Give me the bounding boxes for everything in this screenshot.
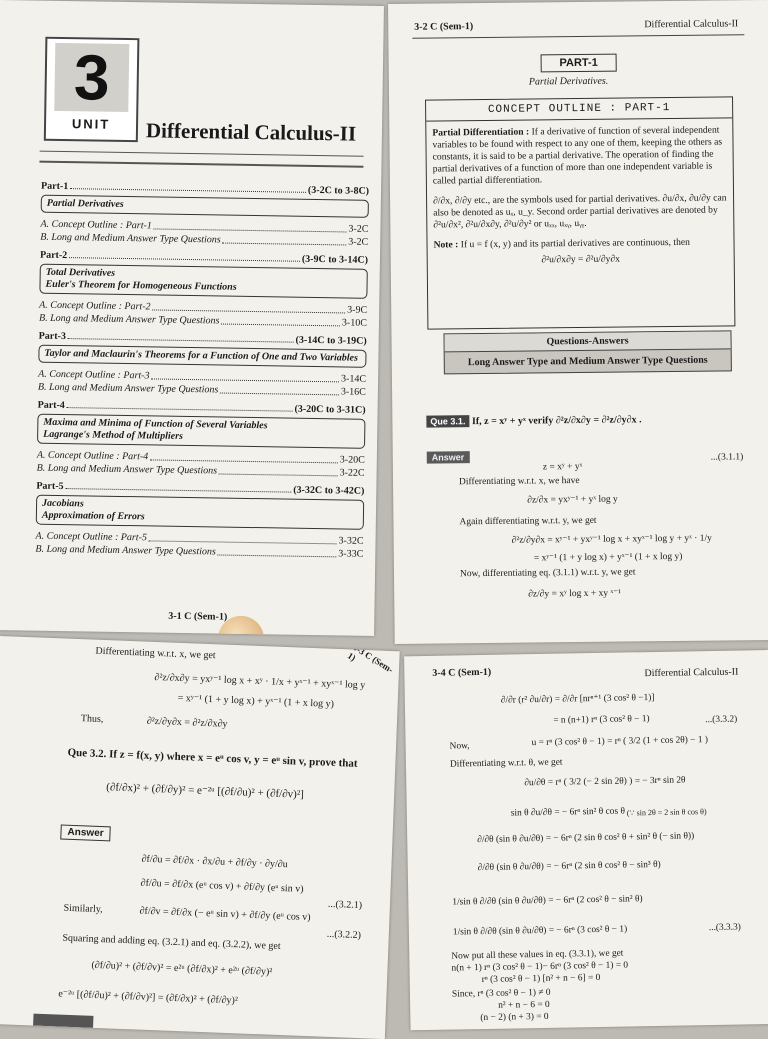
question-tag: Que 3.1. bbox=[426, 415, 469, 427]
solution-line: ∂/∂θ (sin θ ∂u/∂θ) = − 6rⁿ (2 sin θ cos² θ − sin³ θ) bbox=[477, 859, 661, 874]
equation-number: ...(3.1.1) bbox=[710, 452, 744, 463]
solution-line: Differentiating w.r.t. x, we have bbox=[458, 475, 580, 488]
solution-line: (∂f/∂u)² + (∂f/∂v)² = e²ᵘ (∂f/∂x)² + e²ᵘ (∂f/∂y)² bbox=[91, 959, 273, 978]
toc-topic: Taylor and Maclaurin's Theorems for a Function of One and Two Variables bbox=[44, 347, 358, 364]
answer-tag bbox=[427, 447, 470, 465]
toc-part-label: Part-5 bbox=[36, 480, 64, 493]
note-equation: ∂²u/∂x∂y = ∂²u/∂y∂x bbox=[541, 253, 621, 266]
running-header-left: 3-2 C (Sem-1) bbox=[414, 21, 474, 33]
toc-line-text: A. Concept Outline : Part-3 bbox=[38, 368, 150, 382]
solution-line: Now, bbox=[449, 741, 470, 752]
page-edge-shadow bbox=[33, 1014, 93, 1028]
toc-line-page: 3-33C bbox=[338, 548, 364, 560]
solution-line: ∂f/∂u = ∂f/∂x · ∂x/∂u + ∂f/∂y · ∂y/∂u bbox=[141, 853, 288, 871]
toc-topic: Total Derivatives bbox=[45, 266, 116, 279]
toc-line-page: 3-20C bbox=[339, 454, 365, 466]
answer-label: Answer bbox=[427, 451, 470, 463]
toc-line-page: 3-22C bbox=[339, 467, 365, 479]
toc-line-page: 3-10C bbox=[341, 317, 368, 329]
toc-part bbox=[39, 331, 367, 347]
part-subtitle: Partial Derivatives. bbox=[528, 75, 609, 88]
title-divider bbox=[40, 151, 364, 157]
toc-line-text: B. Long and Medium Answer Type Questions bbox=[38, 312, 220, 327]
toc-part bbox=[41, 181, 369, 197]
toc-part bbox=[38, 400, 366, 416]
solution-line: ∂²z/∂y∂x = xʸ⁻¹ + yxʸ⁻¹ log x + xyˣ⁻¹ log y + yˣ · 1/y bbox=[511, 533, 712, 546]
solution-line: ∂/∂θ (sin θ ∂u/∂θ) = − 6rⁿ (2 sin θ cos² θ + sin² θ (− sin θ)) bbox=[477, 831, 695, 846]
toc-line-text: A. Concept Outline : Part-1 bbox=[40, 218, 152, 232]
toc-part-label: Part-4 bbox=[37, 399, 65, 412]
solution-line: Differentiating w.r.t. x, we get bbox=[95, 645, 216, 662]
toc-line-page: 3-9C bbox=[347, 304, 368, 316]
page-question-3-3-solution bbox=[404, 650, 768, 1030]
toc-part-label: Part-2 bbox=[39, 249, 68, 262]
solution-line: ∂/∂r (r² ∂u/∂r) = ∂/∂r [nrⁿ⁺¹ (3 cos² θ −1)] bbox=[500, 692, 655, 706]
solution-line: Differentiating w.r.t. θ, we get bbox=[449, 757, 563, 770]
solution-line: = n (n+1) rⁿ (3 cos² θ − 1) bbox=[553, 714, 650, 726]
question-text: If, z = xʸ + yˣ verify ∂²z/∂x∂y = ∂²z/∂y∂x . bbox=[471, 414, 642, 428]
page-concept-outline bbox=[388, 0, 768, 644]
solution-line: n(n + 1) rⁿ (3 cos² θ − 1)− 6rⁿ (3 cos² θ − 1) = 0 bbox=[451, 960, 629, 974]
solution-line: = xʸ⁻¹ (1 + y log x) + yˣ⁻¹ (1 + x log y) bbox=[177, 692, 335, 710]
note-text: If u = f (x, y) and its partial derivatives are continuous, then bbox=[460, 236, 690, 251]
toc-line-text: A. Concept Outline : Part-5 bbox=[35, 530, 148, 544]
solution-line: z = xʸ + yˣ bbox=[542, 461, 583, 473]
page-unit-contents bbox=[0, 0, 384, 636]
running-header-right: Differential Calculus-II bbox=[644, 18, 739, 31]
solution-line: Similarly, bbox=[63, 902, 103, 916]
solution-line: ∂f/∂v = ∂f/∂x (− eᵘ sin v) + ∂f/∂y (eᵘ cos v) bbox=[139, 905, 311, 924]
solution-line: Thus, bbox=[80, 713, 104, 726]
question-tag: Que 3.2. bbox=[67, 746, 107, 761]
questions-answers-banner bbox=[443, 330, 731, 374]
toc-line-page: 3-32C bbox=[338, 535, 364, 547]
toc-topic-box bbox=[37, 414, 365, 449]
solution-line: 1/sin θ ∂/∂θ (sin θ ∂u/∂θ) = − 6rⁿ (2 cos² θ − sin² θ) bbox=[452, 894, 643, 908]
solution-line: ∂z/∂x = yxʸ⁻¹ + yˣ log y bbox=[527, 494, 618, 506]
table-of-contents bbox=[35, 175, 369, 561]
toc-topic: Euler's Theorem for Homogeneous Functions bbox=[45, 278, 237, 293]
solution-line: ∂u/∂θ = rⁿ ( 3/2 (− 2 sin 2θ) ) = − 3rⁿ sin 2θ bbox=[524, 775, 686, 789]
toc-topic-box bbox=[41, 195, 369, 218]
solution-line: Since, rⁿ (3 cos² θ − 1) ≠ 0 bbox=[451, 987, 551, 1000]
toc-topic-box bbox=[36, 495, 364, 530]
running-header-left: 3-4 C (Sem-1) bbox=[432, 666, 492, 679]
toc-topic: Lagrange's Method of Multipliers bbox=[43, 428, 184, 442]
equation-number: ...(3.2.1) bbox=[327, 898, 363, 912]
toc-part-range: (3-20C to 3-31C) bbox=[294, 403, 366, 416]
toc-topic-box bbox=[39, 264, 367, 299]
question-3-2 bbox=[67, 747, 357, 770]
qa-subtitle: Long Answer Type and Medium Answer Type Questions bbox=[467, 354, 708, 369]
toc-part-range: (3-2C to 3-8C) bbox=[307, 184, 370, 197]
toc-part bbox=[40, 250, 368, 266]
solution-line: (n − 2) (n + 3) = 0 bbox=[480, 1011, 549, 1024]
solution-line: e⁻²ᵘ [(∂f/∂u)² + (∂f/∂v)²] = (∂f/∂x)² + (∂f/∂y)² bbox=[58, 988, 239, 1007]
toc-line-page: 3-2C bbox=[348, 223, 369, 235]
toc-line-page: 3-14C bbox=[341, 373, 367, 385]
solution-line: sin θ ∂u/∂θ = − 6rⁿ sin² θ cos θ bbox=[510, 806, 626, 819]
toc-part-range: (3-32C to 3-42C) bbox=[293, 484, 365, 497]
concept-paragraph-2: ∂/∂x, ∂/∂y etc., are the symbols used for partial derivatives. ∂u/∂x, ∂u/∂y can also be denoted as uₓ, u_y. Second order partial derivatives are denoted by ∂²u/∂x², ∂²u/∂x∂y, ∂²u/∂y² or uₓₓ, uₓᵧ, uᵧᵧ. bbox=[433, 192, 727, 231]
title-divider-thick bbox=[39, 161, 363, 168]
solution-line: Now, differentiating eq. (3.1.1) w.r.t. y, we get bbox=[459, 567, 636, 580]
solution-line: Again differentiating w.r.t. y, we get bbox=[459, 515, 597, 528]
solution-line: 1/sin θ ∂/∂θ (sin θ ∂u/∂θ) = − 6rⁿ (3 cos² θ − 1) bbox=[452, 924, 628, 938]
toc-topic: Maxima and Minima of Function of Several Variables bbox=[43, 416, 268, 432]
toc-line-text: B. Long and Medium Answer Type Questions bbox=[40, 231, 221, 246]
unit-number: 3 bbox=[54, 43, 129, 112]
header-rule bbox=[412, 34, 744, 38]
concept-paragraph: If a derivative of function of several independent variables to be found with respect to any one of them, keeping the others as constants, it is said to be a partial derivative. The operation of finding the partial derivatives of a function of more than one independent variable is called partial differentiation. bbox=[432, 124, 723, 187]
toc-topic: Partial Derivatives bbox=[46, 197, 124, 210]
solution-line: u = rⁿ (3 cos² θ − 1) = rⁿ ( 3/2 (1 + cos 2θ) − 1 ) bbox=[531, 735, 709, 749]
question-text: If z = f(x, y) where x = eᵘ cos v, y = eᵘ sin v, prove that bbox=[108, 748, 358, 770]
solution-line: ∂²z/∂x∂y = yxʸ⁻¹ log x + xʸ · 1/x + yˣ⁻¹ + xyˣ⁻¹ log y bbox=[154, 671, 366, 692]
toc-line-text: B. Long and Medium Answer Type Questions bbox=[35, 543, 216, 558]
toc-line-text: A. Concept Outline : Part-2 bbox=[39, 299, 151, 313]
toc-part-label: Part-3 bbox=[38, 330, 67, 343]
note-label: Note : bbox=[433, 239, 459, 251]
toc-line-text: B. Long and Medium Answer Type Questions bbox=[36, 462, 218, 477]
equation-number: ...(3.3.2) bbox=[705, 714, 738, 726]
equation-number: ...(3.3.3) bbox=[708, 922, 741, 934]
solution-line: n² + n − 6 = 0 bbox=[498, 999, 550, 1011]
concept-outline-heading: CONCEPT OUTLINE : PART-1 bbox=[426, 97, 732, 121]
page-footer: 3-1 C (Sem-1) bbox=[168, 610, 228, 623]
toc-topic: Jacobians bbox=[42, 497, 84, 510]
concept-outline-box bbox=[425, 96, 735, 329]
concept-outline-text bbox=[426, 118, 734, 277]
solution-line: ∂z/∂y = xʸ log x + xy ˣ⁻¹ bbox=[528, 588, 622, 600]
solution-line: ∂²z/∂y∂x = ∂²z/∂x∂y bbox=[146, 715, 228, 730]
equation-number: ...(3.2.2) bbox=[326, 928, 362, 942]
solution-note: (∵ sin 2θ = 2 sin θ cos θ) bbox=[626, 807, 707, 818]
toc-part bbox=[36, 481, 364, 497]
unit-badge bbox=[44, 37, 140, 142]
running-header-right: Differential Calculus-II bbox=[644, 666, 739, 680]
toc-line-text: A. Concept Outline : Part-4 bbox=[36, 449, 149, 463]
solution-line: ∂f/∂u = ∂f/∂x (eᵘ cos v) + ∂f/∂y (eᵘ sin v) bbox=[140, 877, 304, 895]
solution-line: = xʸ⁻¹ (1 + y log x) + yˣ⁻¹ (1 + x log y) bbox=[533, 551, 683, 564]
qa-title: Questions-Answers bbox=[444, 331, 730, 352]
toc-line-page: 3-2C bbox=[348, 236, 369, 248]
toc-line-page: 3-16C bbox=[340, 386, 366, 398]
toc-topic: Approximation of Errors bbox=[41, 509, 145, 523]
part-box: PART-1 bbox=[541, 54, 617, 73]
answer-label: Answer bbox=[60, 824, 111, 841]
concept-term: Partial Differentiation : bbox=[432, 126, 530, 139]
toc-part-range: (3-9C to 3-14C) bbox=[301, 253, 369, 266]
toc-part-range: (3-14C to 3-19C) bbox=[295, 334, 367, 347]
page-question-3-2 bbox=[0, 636, 400, 1039]
question-3-1 bbox=[426, 413, 641, 427]
solution-line: Now put all these values in eq. (3.3.1), we get bbox=[451, 948, 624, 962]
solution-line: Squaring and adding eq. (3.2.1) and eq. (3.2.2), we get bbox=[62, 932, 281, 952]
solution-line: rⁿ (3 cos² θ − 1) [n² + n − 6] = 0 bbox=[481, 972, 601, 986]
running-header-fragment: 3-3 C (Sem-1) bbox=[345, 642, 396, 675]
toc-topic-box bbox=[38, 345, 366, 368]
chapter-title: Differential Calculus-II bbox=[145, 118, 357, 146]
toc-line-text: B. Long and Medium Answer Type Questions bbox=[37, 381, 219, 396]
toc-part-label: Part-1 bbox=[40, 180, 69, 193]
question-equation: (∂f/∂x)² + (∂f/∂y)² = e⁻²ᵘ [(∂f/∂u)² + (∂f/∂v)²] bbox=[106, 781, 304, 801]
unit-label: UNIT bbox=[71, 116, 111, 132]
